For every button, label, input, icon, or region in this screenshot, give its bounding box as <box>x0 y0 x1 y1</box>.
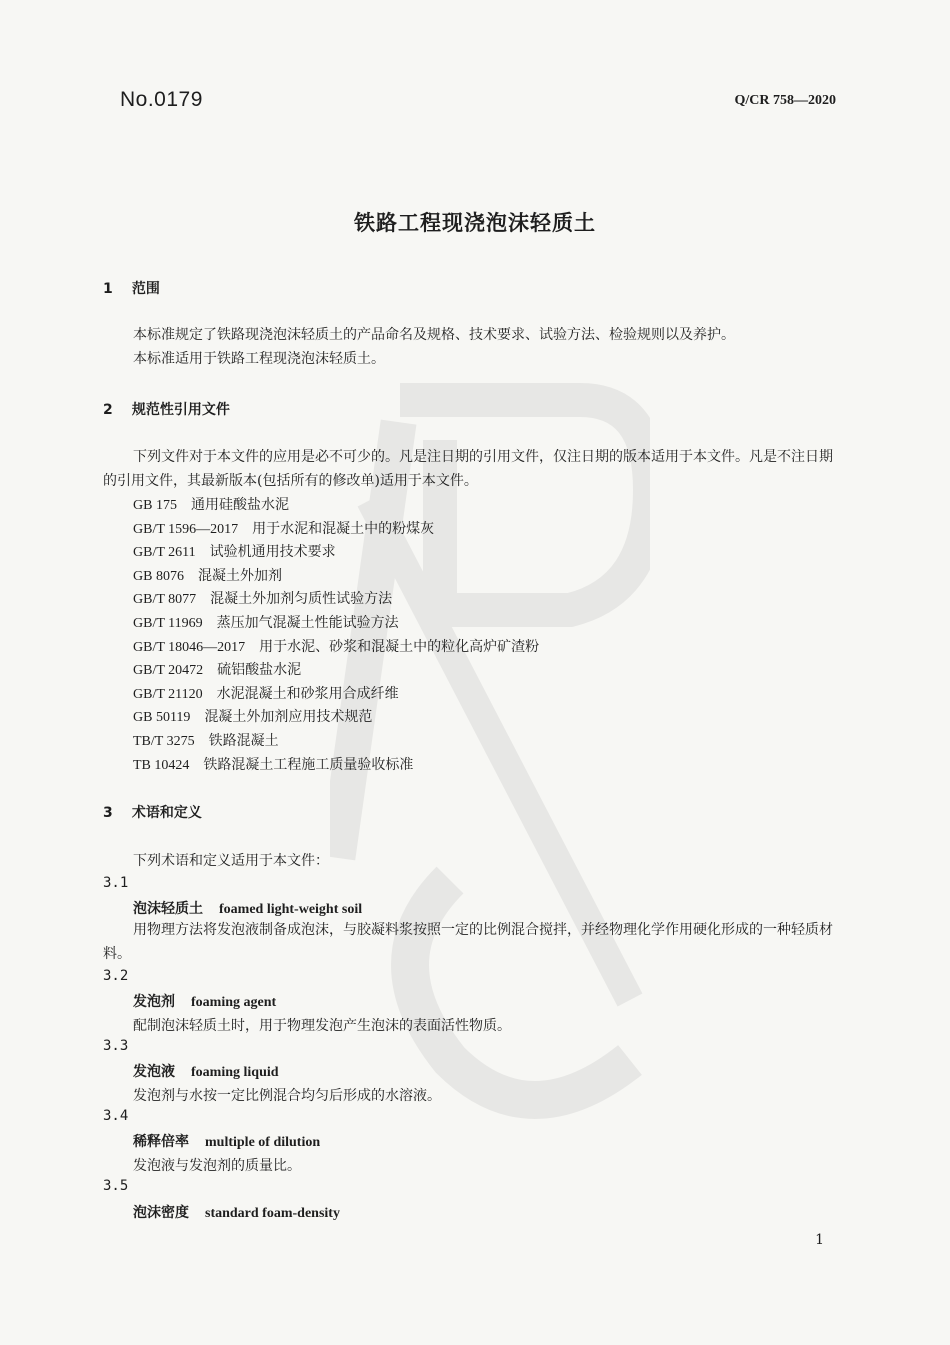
reference-item <box>133 518 434 538</box>
reference-item <box>133 636 539 656</box>
section-number: 3 <box>103 805 113 821</box>
section-1-paragraph: 本标准规定了铁路现浇泡沫轻质土的产品命名及规格、技术要求、试验方法、检验规则以及养护。 <box>133 327 735 343</box>
reference-title: 混凝土外加剂匀质性试验方法 <box>210 591 393 608</box>
section-3-intro: 下列术语和定义适用于本文件： <box>133 853 329 869</box>
term-en: multiple of dilution <box>205 1135 321 1150</box>
term-number: 3.4 <box>103 1108 129 1124</box>
reference-code: GB/T 1596—2017 <box>133 521 239 537</box>
reference-item <box>133 612 399 632</box>
page-number: 1 <box>815 1232 824 1248</box>
reference-title: 铁路混凝土工程施工质量验收标准 <box>203 756 414 773</box>
section-title: 规范性引用文件 <box>131 402 230 418</box>
reference-code: GB 50119 <box>133 710 191 726</box>
section-title: 范围 <box>131 281 160 297</box>
document-title: 铁路工程现浇泡沫轻质土 <box>354 211 596 235</box>
reference-item <box>133 706 372 726</box>
section-2-heading <box>103 399 230 419</box>
section-number: 2 <box>103 402 113 418</box>
reference-item <box>133 588 392 608</box>
reference-item <box>133 494 289 514</box>
reference-title: 用于水泥和混凝土中的粉煤灰 <box>252 520 435 537</box>
term-number: 3.5 <box>103 1178 129 1194</box>
reference-item <box>133 565 282 585</box>
standard-code: Q/CR 758—2020 <box>734 93 836 108</box>
reference-code: GB/T 2611 <box>133 545 196 561</box>
reference-title: 水泥混凝土和砂浆用合成纤维 <box>216 685 399 702</box>
term-zh: 稀释倍率 <box>133 1134 189 1150</box>
reference-item <box>133 754 413 774</box>
term-definition: 发泡液与发泡剂的质量比。 <box>133 1158 301 1174</box>
term-heading <box>133 991 276 1011</box>
section-1-heading <box>103 278 160 298</box>
document-number: No.0179 <box>120 88 203 111</box>
term-number: 3.2 <box>103 968 129 984</box>
term-heading <box>133 1131 320 1151</box>
term-zh: 泡沫轻质土 <box>133 901 203 917</box>
reference-code: GB/T 21120 <box>133 686 203 702</box>
term-en: foaming liquid <box>191 1065 279 1080</box>
reference-title: 硫铝酸盐水泥 <box>217 662 302 679</box>
reference-title: 用于水泥、砂浆和混凝土中的粒化高炉矿渣粉 <box>259 638 540 655</box>
reference-code: TB 10424 <box>133 757 190 773</box>
reference-code: GB/T 11969 <box>133 616 203 631</box>
term-definition: 配制泡沫轻质土时，用于物理发泡产生泡沫的表面活性物质。 <box>133 1018 511 1034</box>
reference-item <box>133 730 279 750</box>
section-1-paragraph: 本标准适用于铁路工程现浇泡沫轻质土。 <box>133 351 385 367</box>
term-en: foaming agent <box>191 995 277 1010</box>
term-number: 3.3 <box>103 1038 129 1054</box>
term-en: standard foam-density <box>205 1206 340 1221</box>
term-heading <box>133 898 362 918</box>
term-heading <box>133 1202 340 1222</box>
reference-title: 蒸压加气混凝土性能试验方法 <box>216 615 399 631</box>
term-zh: 泡沫密度 <box>133 1205 189 1221</box>
term-definition: 发泡剂与水按一定比例混合均匀后形成的水溶液。 <box>133 1088 441 1104</box>
reference-item <box>133 659 301 679</box>
reference-item <box>133 541 336 561</box>
reference-title: 试验机通用技术要求 <box>209 544 336 561</box>
term-zh: 发泡剂 <box>133 994 175 1010</box>
section-3-heading <box>103 802 202 822</box>
term-zh: 发泡液 <box>133 1064 175 1080</box>
term-definition: 用物理方法将发泡液制备成泡沫，与胶凝料浆按照一定的比例混合搅拌，并经物理化学作用硬化形成的一种轻质材料。 <box>103 922 833 962</box>
reference-title: 铁路混凝土 <box>208 733 279 749</box>
reference-title: 通用硅酸盐水泥 <box>190 497 289 513</box>
reference-code: TB/T 3275 <box>133 734 195 749</box>
term-number: 3.1 <box>103 875 129 891</box>
reference-title: 混凝土外加剂 <box>197 567 282 584</box>
term-heading <box>133 1061 279 1081</box>
section-number: 1 <box>103 281 113 297</box>
reference-code: GB 175 <box>133 498 177 513</box>
reference-title: 混凝土外加剂应用技术规范 <box>204 709 373 726</box>
reference-code: GB/T 18046—2017 <box>133 639 246 655</box>
section-title: 术语和定义 <box>131 805 202 821</box>
reference-code: GB/T 20472 <box>133 663 204 679</box>
section-2-intro: 下列文件对于本文件的应用是必不可少的。凡是注日期的引用文件，仅注日期的版本适用于本文件。凡是不注日期的引用文件，其最新版本(包括所有的修改单)适用于本文件。 <box>103 449 833 489</box>
reference-item <box>133 683 399 703</box>
reference-code: GB 8076 <box>133 568 184 584</box>
reference-code: GB/T 8077 <box>133 592 197 608</box>
term-en: foamed light-weight soil <box>219 902 363 917</box>
